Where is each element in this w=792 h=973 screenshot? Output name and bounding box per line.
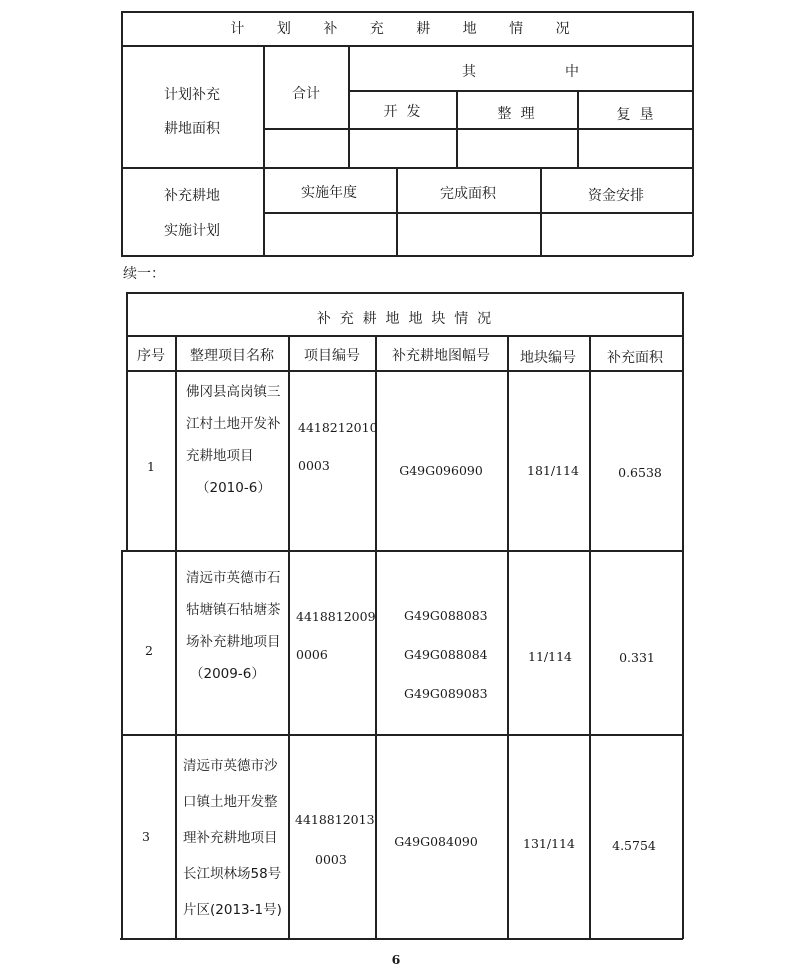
project-code: 4418212010 0003 <box>298 420 378 473</box>
area-value: 4.5754 <box>612 838 656 853</box>
page-number: 6 <box>391 952 401 967</box>
header-index: 序号 <box>137 348 165 364</box>
map-sheet: G49G089083 <box>404 686 488 701</box>
impl-year-header: 实施年度 <box>301 185 357 201</box>
map-sheet: G49G088084 <box>404 647 488 662</box>
reclaim-header: 复 垦 <box>616 107 654 123</box>
map-sheet: G49G084090 <box>394 834 478 849</box>
continued-label: 续一： <box>123 266 165 282</box>
header-project-name: 整理项目名称 <box>190 348 274 364</box>
parcel-table-title: 补 充 耕 地 地 块 情 况 <box>316 311 492 327</box>
header-area: 补充面积 <box>607 350 663 366</box>
parcel-code: 11/114 <box>528 649 572 664</box>
consolidate-header: 整 理 <box>497 106 535 122</box>
parcel-code: 181/114 <box>527 463 579 478</box>
project-name: 清远市英德市石 牯塘镇石牯塘茶 场补充耕地项目 （2009-6） <box>186 570 281 682</box>
header-parcel-code: 地块编号 <box>520 350 576 366</box>
impl-label-line2: 实施计划 <box>164 223 220 239</box>
row-index: 1 <box>147 459 155 474</box>
impl-label-line1: 补充耕地 <box>164 188 220 204</box>
map-sheet: G49G088083 <box>404 608 488 623</box>
of-which-header: 其 <box>462 64 476 80</box>
plan-table-title: 计 划 补 充 耕 地 情 况 <box>230 21 584 37</box>
area-value: 0.331 <box>619 650 655 665</box>
project-name: 佛冈县高岗镇三 江村土地开发补 充耕地项目 （2010-6） <box>186 384 281 496</box>
header-map-sheet: 补充耕地图幅号 <box>392 348 490 364</box>
of-which-header-2: 中 <box>565 64 579 80</box>
row-index: 2 <box>145 643 153 658</box>
row-index: 3 <box>142 829 150 844</box>
project-code: 4418812009 0006 <box>296 609 376 662</box>
header-project-code: 项目编号 <box>304 348 360 364</box>
area-value: 0.6538 <box>618 465 662 480</box>
funding-header: 资金安排 <box>588 188 644 204</box>
project-code: 4418812013 0003 <box>295 812 375 867</box>
develop-header: 开 发 <box>383 104 421 120</box>
project-name: 清远市英德市沙 口镇土地开发整 理补充耕地项目 长江坝林场58号 片区(2013-1号) <box>183 758 282 918</box>
completed-area-header: 完成面积 <box>440 186 496 202</box>
total-header: 合计 <box>292 86 320 102</box>
parcel-code: 131/114 <box>523 836 575 851</box>
area-label-line2: 耕地面积 <box>164 121 220 137</box>
map-sheet: G49G096090 <box>399 463 483 478</box>
area-label-line1: 计划补充 <box>164 87 220 103</box>
map-sheet-list <box>404 596 488 713</box>
